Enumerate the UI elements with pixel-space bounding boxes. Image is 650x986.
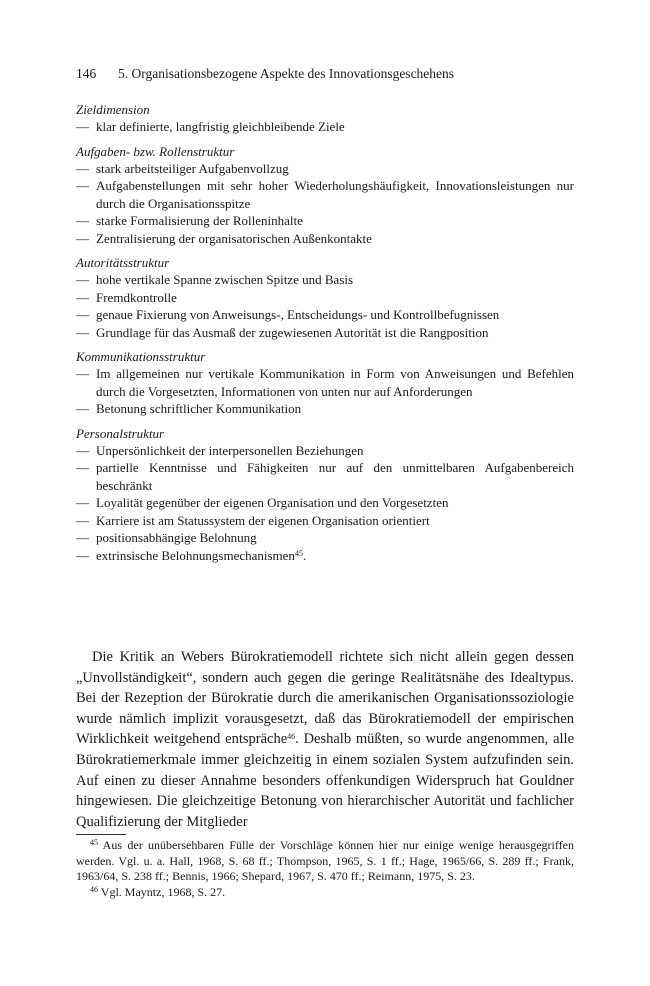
- list-item: [76, 547, 574, 565]
- footnote-number: 45: [90, 838, 98, 847]
- bureaucracy-characteristics-list: [76, 101, 574, 571]
- section-autoritaetsstruktur: [76, 254, 574, 341]
- list-item: — genaue Fixierung von Anweisungs-, Entscheidungs- und Kontrollbefugnissen: [76, 306, 574, 324]
- list-item: — Zentralisierung der organisatorischen Außenkontakte: [76, 230, 574, 248]
- list-item: — Betonung schriftlicher Kommunikation: [76, 400, 574, 418]
- section-title: Aufgaben- bzw. Rollenstruktur: [76, 143, 235, 159]
- body-paragraph: [76, 647, 574, 832]
- list-item: — positionsabhängige Belohnung: [76, 529, 574, 547]
- footnote-text: Vgl. Mayntz, 1968, S. 27.: [98, 884, 226, 899]
- footnote-ref: 45: [294, 548, 303, 558]
- list-item: — Karriere ist am Statussystem der eigenen Organisation orientiert: [76, 512, 574, 530]
- list-item-period: .: [302, 547, 307, 563]
- list-item: — starke Formalisierung der Rolleninhalte: [76, 212, 574, 230]
- footnote-divider: [76, 834, 126, 835]
- list-item: — Loyalität gegenüber der eigenen Organisation und den Vorgesetzten: [76, 494, 574, 512]
- section-title: Autoritätsstruktur: [76, 255, 170, 270]
- list-item: — stark arbeitsteiliger Aufgabenvollzug: [76, 160, 574, 178]
- running-header: [76, 66, 574, 82]
- chapter-title: 5. Organisationsbezogene Aspekte des Innovationsgeschehens: [118, 66, 455, 81]
- footnote: [76, 838, 574, 885]
- footnote-ref: 46: [287, 732, 296, 742]
- section-personalstruktur: [76, 425, 574, 565]
- paragraph-text: . Deshalb müßten, so wurde angenommen, alle Bürokratiemerkmale immer gleichzeitig in einem sozialen System aufzufinden sein. Auf einen zu dieser Annahme besonders offenkundigen Widerspruch hat Gouldner hingewiesen. Die gleichzeitige Betonung von hierarchischer Autorität und fachlicher Qualifizierung der Mitglieder: [76, 731, 574, 830]
- section-title: Zieldimension: [76, 102, 150, 117]
- list-item: — partielle Kenntnisse und Fähigkeiten nur auf den unmittelbaren Aufgabenbereich beschränkt: [76, 459, 574, 494]
- footnote-number: 46: [90, 884, 98, 894]
- page-number: 146: [76, 66, 97, 81]
- list-item: — Grundlage für das Ausmaß der zugewiesenen Autorität ist die Rangposition: [76, 324, 574, 342]
- list-item: — Aufgabenstellungen mit sehr hoher Wiederholungshäufigkeit, Innovationsleistungen nur durch die Organisationsspitze: [76, 177, 574, 212]
- list-item: — klar definierte, langfristig gleichbleibende Ziele: [76, 118, 574, 136]
- section-title: Kommunikationsstruktur: [76, 349, 206, 364]
- footnote: [76, 885, 574, 901]
- section-zieldimension: [76, 101, 574, 136]
- list-item: — Fremdkontrolle: [76, 289, 574, 307]
- footnote-text: Aus der unübersehbaren Fülle der Vorschläge können hier nur einige wenige herausgegriffen werden. Vgl. u. a. Hall, 1968, S. 68 ff.; Thompson, 1965, S. 1 ff.; Hage, 1965/66, S. 289 ff.; Frank, 1963/64, S. 238 ff.; Bennis, 1966; Shepard, 1967, S. 470 ff.; Reimann, 1975, S. 23.: [76, 838, 574, 884]
- footnotes: [76, 838, 574, 900]
- paragraph-text: Die Kritik an Webers Bürokratiemodell richtete sich nicht allein gegen dessen „Unvollständigkeit“, sondern auch gegen die geringe Realitätsnähe des Idealtypus. Bei der Rezeption der Bürokratie durch die amerikanischen Organisationssoziologie wurde nämlich implizit vorausgesetzt, daß das Bürokratiemodell der empirischen Wirklichkeit weitgehend entspräche: [76, 649, 574, 748]
- list-item: — Im allgemeinen nur vertikale Kommunikation in Form von Anweisungen und Befehlen durch die Vorgesetzten, Informationen von unten nur auf Anforderungen: [76, 365, 574, 400]
- section-kommunikationsstruktur: [76, 348, 574, 418]
- list-item: — Unpersönlichkeit der interpersonellen Beziehungen: [76, 442, 574, 460]
- section-aufgabenstruktur: [76, 143, 574, 248]
- list-item-text: extrinsische Belohnungsmechanismen: [96, 547, 295, 563]
- list-item: — hohe vertikale Spanne zwischen Spitze und Basis: [76, 271, 574, 289]
- section-title: Personalstruktur: [76, 425, 165, 441]
